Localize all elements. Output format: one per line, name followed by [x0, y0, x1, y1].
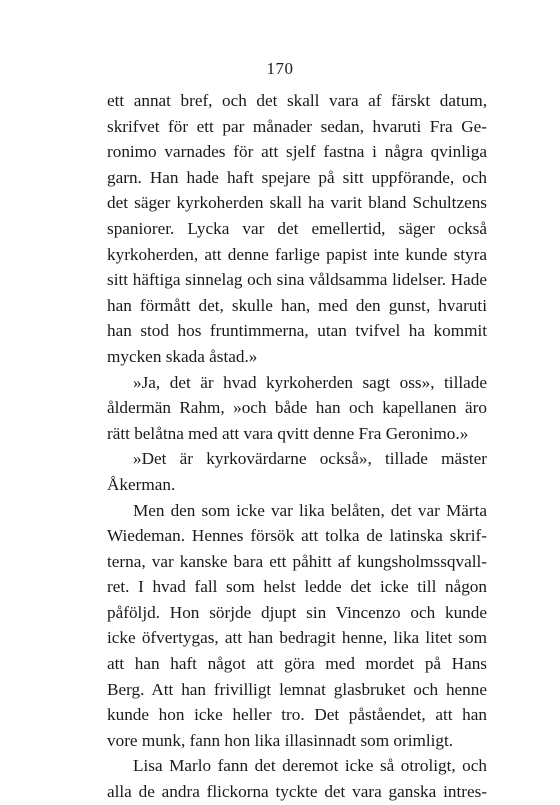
text-line: ret. I hvad fall som helst ledde det icke till någon — [107, 577, 487, 597]
text-line: Men den som icke var lika belåten, det var Märta — [133, 500, 487, 520]
text-line: han stod hos fruntimmerna, utan tvifvel ha kommit — [107, 321, 487, 341]
text-line: garn. Han hade haft spejare på sitt uppförande, och — [107, 167, 487, 187]
text-line: Lisa Marlo fann det deremot icke så otroligt, och — [133, 756, 487, 776]
text-line: sitt häftiga sinnelag och sina våldsamma lidelser. Hade — [107, 270, 487, 290]
text-line: alla de andra flickorna tyckte det vara ganska intres- — [107, 782, 487, 802]
text-line: det säger kyrkoherden skall ha varit bland Schultzens — [107, 193, 487, 213]
body-text — [107, 88, 487, 805]
text-line: skrifvet för ett par månader sedan, hvaruti Fra Ge- — [107, 116, 487, 136]
text-line: mycken skada åstad.» — [107, 346, 258, 366]
text-line: »Ja, det är hvad kyrkoherden sagt oss», tillade — [133, 372, 487, 392]
text-line: Åkerman. — [107, 474, 176, 494]
text-line: Berg. Att han frivilligt lemnat glasbruket och henne — [107, 679, 487, 699]
text-line: spaniorer. Lycka var det emellertid, säger också — [107, 218, 487, 238]
text-line: terna, var kanske bara ett påhitt af kungsholmssqvall- — [107, 551, 487, 571]
text-line: vore munk, fann hon lika illasinnadt som orimligt. — [107, 730, 454, 750]
text-line: ett annat bref, och det skall vara af färskt datum, — [107, 91, 487, 110]
text-line: rätt belåtna med att vara qvitt denne Fra Geronimo.» — [107, 423, 469, 443]
text-line: kunde hon icke heller tro. Det påståendet, att han — [107, 705, 487, 725]
text-line: ronimo varnades för att sjelf fastna i några qvinliga — [107, 142, 487, 162]
text-line: icke öfvertygas, att han bedragit henne, lika litet som — [107, 628, 487, 648]
text-line: »Det är kyrkovärdarne också», tillade mäster — [133, 449, 487, 469]
text-line: åldermän Rahm, »och både han och kapellanen äro — [107, 398, 487, 418]
text-line: han förmått det, skulle han, med den gunst, hvaruti — [107, 295, 487, 315]
text-line: påföljd. Hon sörjde djupt sin Vincenzo och kunde — [107, 602, 487, 622]
text-line: kyrkoherden, att denne farlige papist inte kunde styra — [107, 244, 487, 264]
text-line: att han haft något att göra med mordet på Hans — [107, 654, 487, 674]
page-number: 170 — [266, 59, 294, 78]
text-line: Wiedeman. Hennes försök att tolka de latinska skrif- — [107, 526, 487, 546]
